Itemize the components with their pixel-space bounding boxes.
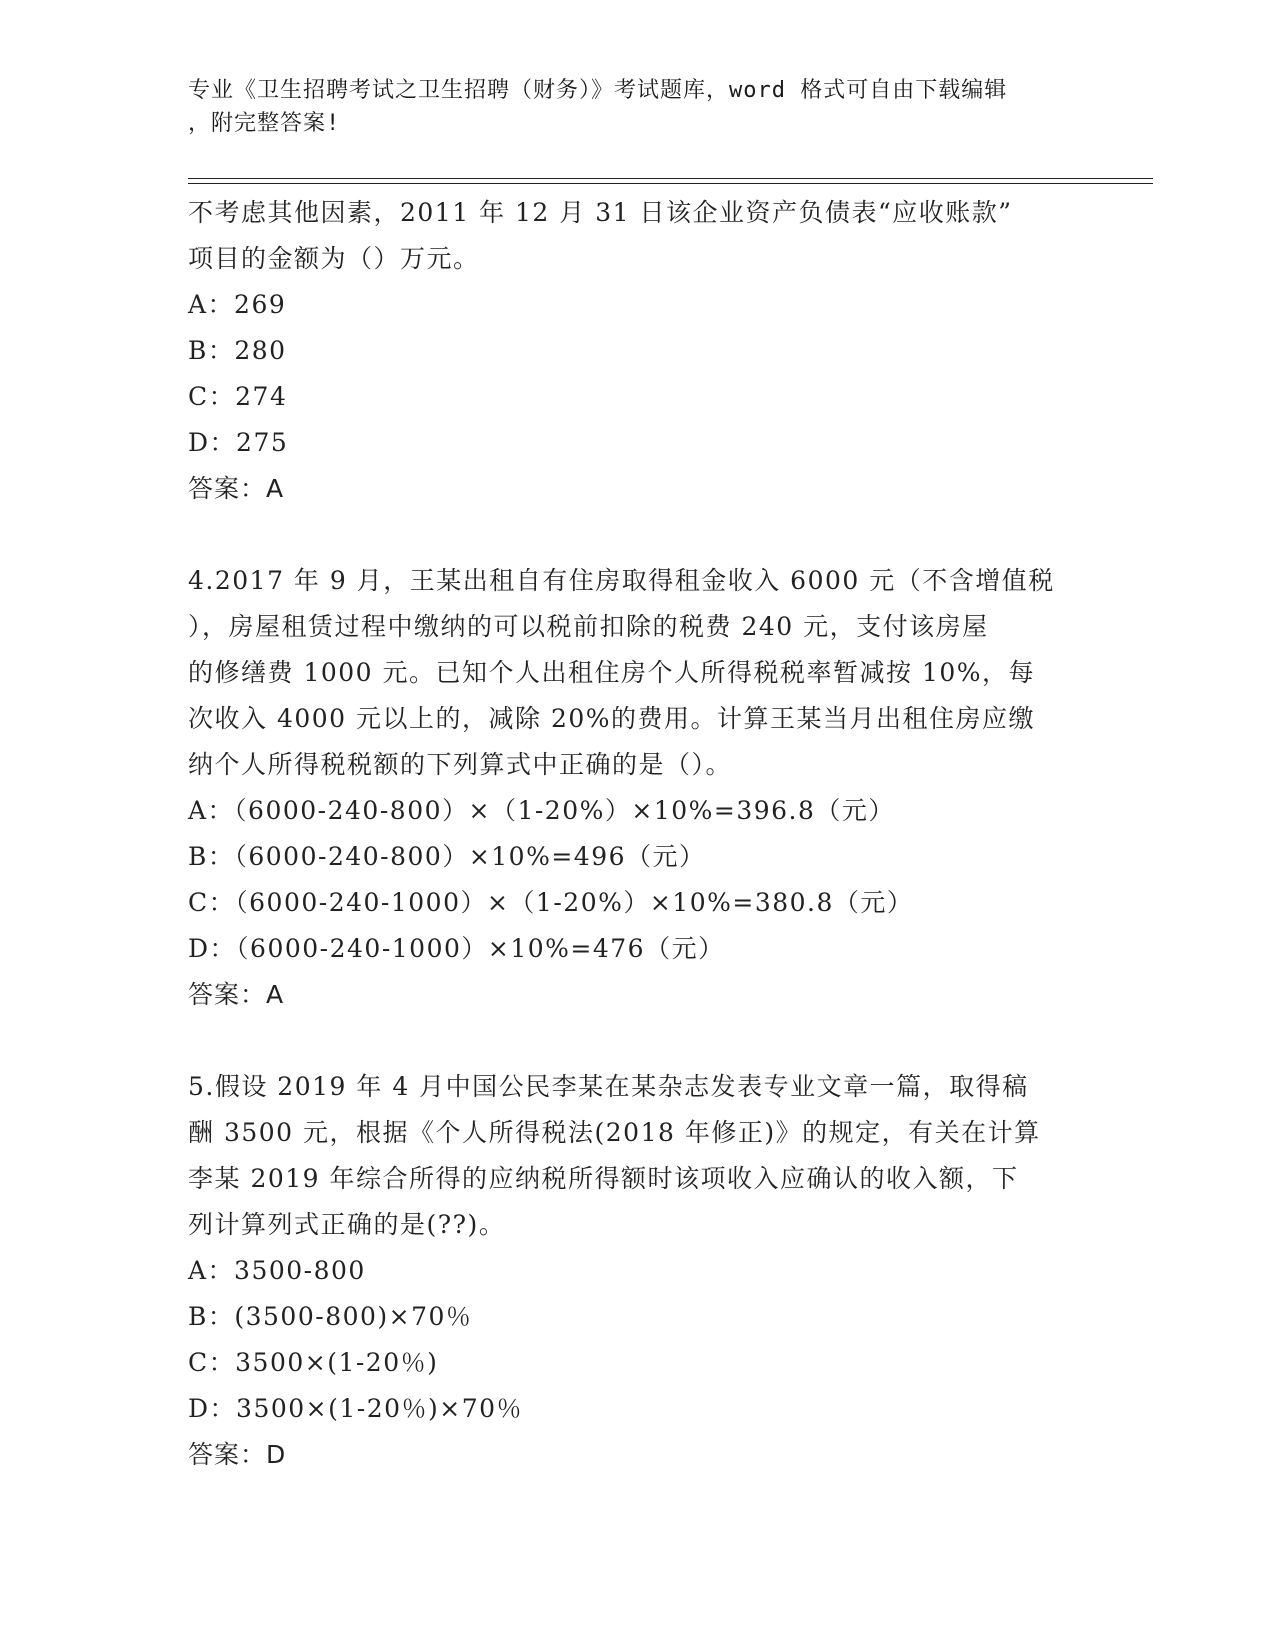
question-stem-line: 的修缮费 1000 元。已知个人出租住房个人所得税税率暂减按 10%，每 xyxy=(188,658,1036,687)
question-4 xyxy=(188,558,1088,1018)
question-list xyxy=(188,190,1088,1478)
option-c: C：274 xyxy=(188,382,288,411)
option-d: D：275 xyxy=(188,428,289,457)
option-a: A：（6000-240-800）×（1-20%）×10%=396.8（元） xyxy=(188,796,895,825)
option-a: A：3500-800 xyxy=(188,1256,366,1285)
header-line-1: 专业《卫生招聘考试之卫生招聘（财务）》考试题库，word 格式可自由下载编辑 xyxy=(188,78,1008,103)
question-stem-line: ），房屋租赁过程中缴纳的可以税前扣除的税费 240 元，支付该房屋 xyxy=(188,612,989,641)
header-rule-top xyxy=(188,178,1153,179)
question-stem-line: 次收入 4000 元以上的，减除 20%的费用。计算王某当月出租住房应缴 xyxy=(188,704,1036,733)
option-b: B：280 xyxy=(188,336,287,365)
header-line-2: ，附完整答案! xyxy=(188,111,341,136)
option-d: D：（6000-240-1000）×10%=476（元） xyxy=(188,934,725,963)
option-a: A：269 xyxy=(188,290,287,319)
question-stem-line: 列计算列式正确的是(??)。 xyxy=(188,1210,506,1239)
option-d: D：3500×(1-20％)×70％ xyxy=(188,1394,524,1423)
option-c: C：（6000-240-1000）×（1-20%）×10%=380.8（元） xyxy=(188,888,914,917)
answer: 答案：A xyxy=(188,474,285,503)
question-stem-line: 项目的金额为（）万元。 xyxy=(188,244,480,273)
question-3 xyxy=(188,190,1088,512)
question-stem-line: 李某 2019 年综合所得的应纳税所得额时该项收入应确认的收入额，下 xyxy=(188,1164,1019,1193)
option-b: B：（6000-240-800）×10%=496（元） xyxy=(188,842,706,871)
option-c: C：3500×(1-20％) xyxy=(188,1348,439,1377)
question-5 xyxy=(188,1064,1088,1478)
question-stem-line: 不考虑其他因素，2011 年 12 月 31 日该企业资产负债表“应收账款” xyxy=(188,198,1013,227)
question-stem-line: 酬 3500 元，根据《个人所得税法(2018 年修正)》的规定，有关在计算 xyxy=(188,1118,1041,1147)
page-header xyxy=(188,74,1068,140)
answer: 答案：A xyxy=(188,980,285,1009)
question-stem-line: 4.2017 年 9 月，王某出租自有住房取得租金收入 6000 元（不含增值税 xyxy=(188,566,1055,595)
header-rule-bottom xyxy=(188,183,1153,184)
question-stem-line: 5.假设 2019 年 4 月中国公民李某在某杂志发表专业文章一篇，取得稿 xyxy=(188,1072,1029,1101)
answer: 答案：D xyxy=(188,1440,287,1469)
option-b: B：(3500-800)×70％ xyxy=(188,1302,473,1331)
question-stem-line: 纳个人所得税税额的下列算式中正确的是（）。 xyxy=(188,750,733,779)
